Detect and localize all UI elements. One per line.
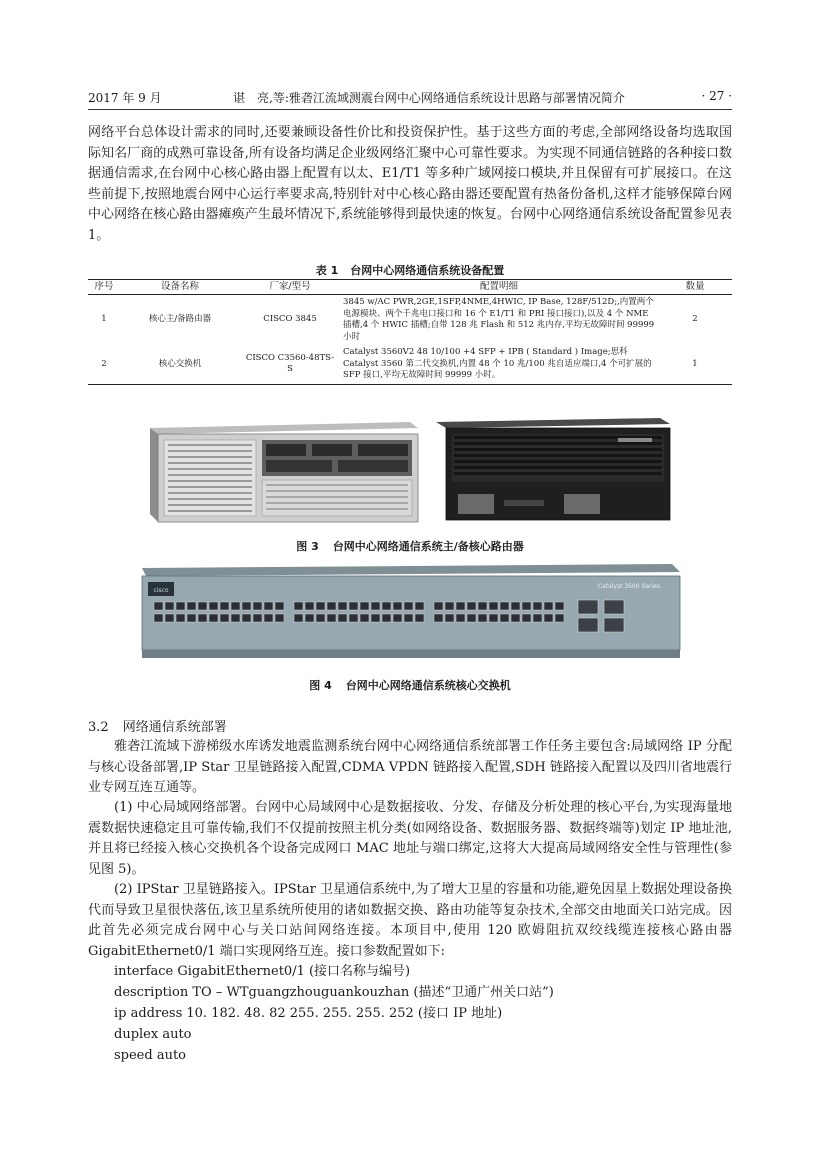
body-paragraph-1: 雅砻江流域下游梯级水库诱发地震监测系统台网中心网络通信系统部署工作任务主要包含:局域网络 IP 分配与核心设备部署,IP Star 卫星链路接入配置,CDMA VPDN 链路接入配置,SDH 链路接入配置以及四川省地震行业专网互连互通等。 (88, 739, 732, 795)
cell-config: Catalyst 3560V2 48 10/100 +4 SFP + IPB ( Standard ) Image;思科 Catalyst 3560 第二代交换机,内置 48 个 10 兆/100 兆自适应端口,4 个可扩展的 SFP 接口,平均无故障时间 99999 小时。 (340, 345, 658, 384)
cell-vendor: CISCO 3845 (263, 314, 317, 325)
header-vendor: 厂家/型号 (240, 280, 340, 295)
header-date: 2017 年 9 月 (88, 91, 162, 105)
table-header-row (88, 280, 732, 295)
cell-seq: 2 (88, 345, 120, 384)
figure3-caption (0, 538, 820, 554)
body-paragraph-3: (2) IPStar 卫星链路接入。IPStar 卫星通信系统中,为了增大卫星的容量和功能,避免因星上数据处理设备换代而导致卫星很快落伍,该卫星系统所使用的诸如数据交换、路由功能等复杂技术,全部交由地面关口站完成。因此首先必须完成台网中心与关口站间网络连接。本项目中,使用 120 欧姆阻抗双绞线缆连接核心路由器 GigabitEthernet0/1 端口实现网络互连。接口参数配置如下: (88, 882, 732, 959)
figure4-caption-text: 台网中心网络通信系统核心交换机 (345, 679, 511, 692)
table-caption-text: 台网中心网络通信系统设备配置 (350, 264, 505, 277)
code-line: interface GigabitEthernet0/1 (接口名称与编号) (114, 964, 411, 979)
header-rule (88, 109, 732, 110)
cell-name: 核心主/备路由器 (148, 314, 212, 325)
header-title: 谌 亮,等:雅砻江流域测震台网中心网络通信系统设计思路与部署情况简介 (233, 91, 625, 105)
header-name: 设备名称 (120, 280, 240, 295)
cell-config: 3845 w/AC PWR,2GE,1SFP,4NME,4HWIC, IP Base, 128F/512D;,内置两个电源模块、两个千兆电口接口和 16 个 E1/T1 和 PRI 接口接口),以及 4 个 NME 插槽,4 个 HWIC 插槽;自带 128 兆 Flash 和 512 兆内存,平均无故障时间 99999 小时 (343, 297, 655, 342)
section-title: 网络通信系统部署 (122, 720, 227, 735)
table-row (88, 295, 732, 346)
figure3-caption-text: 台网中心网络通信系统主/备核心路由器 (332, 540, 524, 553)
header-seq: 序号 (88, 280, 120, 295)
cell-qty: 2 (692, 314, 698, 325)
section-number: 3.2 (88, 720, 109, 735)
router-front-image (150, 422, 418, 522)
code-line: description TO – WTguangzhouguankouzhan (描述“卫通广州关口站”) (114, 985, 554, 1000)
figure3-router-photo (140, 414, 680, 528)
header-qty: 数量 (658, 280, 732, 295)
table-caption (0, 262, 820, 278)
code-line: ip address 10. 182. 48. 82 255. 255. 255. 252 (接口 IP 地址) (114, 1006, 503, 1021)
intro-paragraph: 网络平台总体设计需求的同时,还要兼顾设备性价比和投资保护性。基于这些方面的考虑,全部网络设备均选取国际知名厂商的成熟可靠设备,所有设备均满足企业级网络汇聚中心可靠性要求。为实现不同通信链路的各种接口数据通信需求,在台网中心核心路由器上配置有以太、E1/T1 等多种广域网接口模块,并且保留有可扩展接口。在这些前提下,按照地震台网中心运行率要求高,特别针对中心核心路由器还要配置有热备份备机,这样才能够保障台网中心网络在核心路由器瘫痪产生最坏情况下,系统能够得到最快速的恢复。台网中心网络通信系统设备配置参见表 1。 (88, 125, 732, 243)
header-config: 配置明细 (340, 280, 658, 295)
cell-qty: 1 (658, 345, 732, 384)
router-rear-image (436, 418, 670, 520)
figure4-caption (0, 677, 820, 693)
code-line: duplex auto (114, 1027, 192, 1042)
figure4-switch-photo (132, 562, 684, 662)
cell-vendor: CISCO C3560-48TS-S (240, 345, 340, 384)
switch-model-label: Catalyst 3560 Series (597, 583, 660, 590)
cell-seq: 1 (101, 314, 107, 325)
running-header (88, 89, 732, 109)
svg-text:cisco: cisco (153, 587, 169, 594)
table-caption-number: 表 1 (315, 264, 339, 277)
page-number: · 27 · (701, 89, 732, 103)
table-row (88, 345, 732, 384)
cell-name: 核心交换机 (120, 345, 240, 384)
equipment-table (88, 279, 732, 385)
figure4-caption-number: 图 4 (309, 679, 332, 692)
figure3-caption-number: 图 3 (296, 540, 319, 553)
body-paragraph-2: (1) 中心局域网络部署。台网中心局域网中心是数据接收、分发、存储及分析处理的核心平台,为实现海量地震数据快速稳定且可靠传输,我们不仅提前按照主机分类(如网络设备、数据服务器、数据终端等)划定 IP 地址池,并且将已经接入核心交换机各个设备完成网口 MAC 地址与端口绑定,这将大大提高局域网络安全性与管理性(参见图 5)。 (88, 800, 732, 877)
code-line: speed auto (114, 1048, 187, 1063)
section-heading (88, 716, 227, 735)
